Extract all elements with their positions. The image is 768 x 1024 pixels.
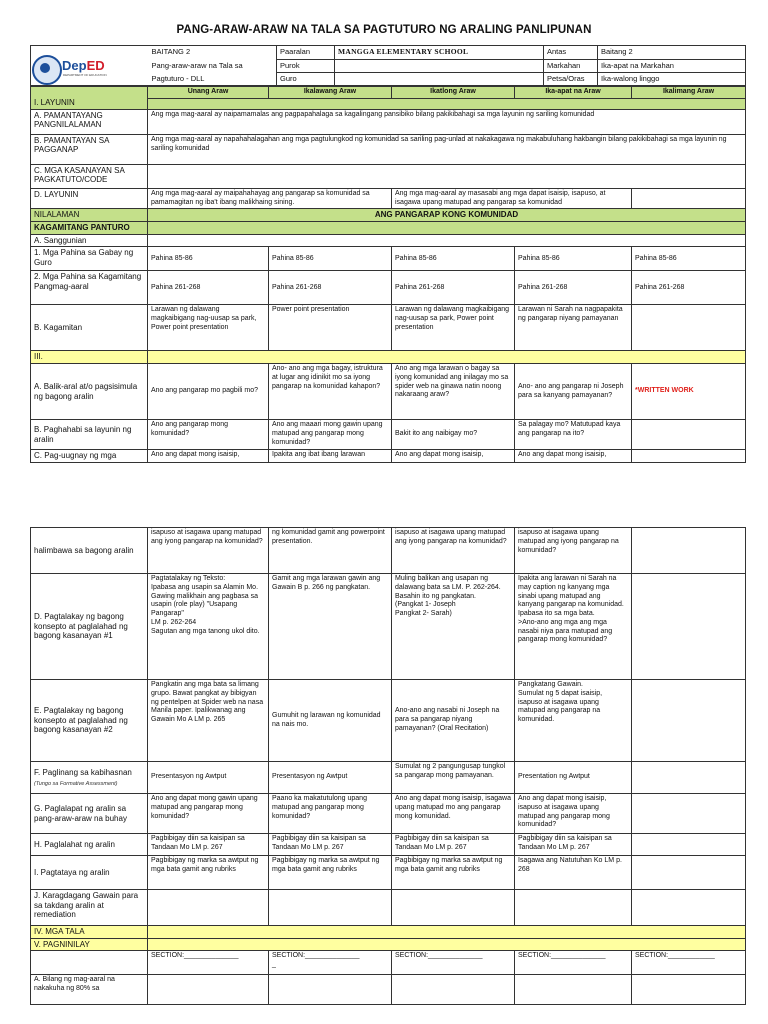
pagtalakay1-day3: Muling balikan ang usapan ng dalawang bata sa LM. P. 262-264. Basahin ito ng pangkatan. (Pangkat 1- Joseph Pangkat 2- Sarah)	[392, 574, 515, 680]
balik-aral-day3: Ano ang mga larawan o bagay sa iyong komunidad ang inilagay mo sa spider web na ginawa natin noong nakaraang araw?	[392, 364, 515, 420]
pamantayan-pagganap-label: B. PAMANTAYAN SA PAGGANAP	[31, 134, 148, 164]
section-day2: SECTION:______________ _	[269, 951, 392, 975]
gabay-guro-day1: Pahina 85-86	[148, 247, 269, 271]
section-day3: SECTION:______________	[392, 951, 515, 975]
kagamitang-day4: Pahina 261-268	[515, 271, 632, 305]
nilalaman-label: NILALAMAN	[31, 209, 148, 222]
pag-uugnay-cont-day5	[632, 528, 746, 574]
paglalapat-day1: Ano ang dapat mong gawin upang matupad ang pangarap mong komunidad?	[148, 794, 269, 834]
paglalahat-day2: Pagbibigay diin sa kaisipan sa Tandaan Mo LM p. 267	[269, 834, 392, 856]
pag-uugnay-cont-day3: isapuso at isagawa upang matupad ang iyong pangarap na komunidad?	[392, 528, 515, 574]
pagtalakay2-label: E. Pagtalakay ng bagong konsepto at paglalahad ng bagong kasanayan #2	[31, 680, 148, 762]
balik-aral-label: A. Balik-aral at/o pagsisimula ng bagong aralin	[31, 364, 148, 420]
dll-line2: Pagtuturo - DLL	[149, 73, 277, 86]
pagtataya-label: I. Pagtataya ng aralin	[31, 856, 148, 890]
paglalahat-day5	[632, 834, 746, 856]
pamantayang-pangnilalaman-text: Ang mga mag-aaral ay naipamamalas ang pagpapahalaga sa kagalingang pansibiko bilang pakikibahagi sa mga layunin ng sariling komunidad	[148, 109, 746, 134]
pag-uugnay-day2: Ipakita ang ibat ibang larawan	[269, 450, 392, 463]
paaralan-label: Paaralan	[277, 46, 335, 60]
day-4-header: Ika-apat na Araw	[515, 87, 632, 99]
paghahabi-day3: Bakit ito ang naibigay mo?	[392, 420, 515, 450]
pag-uugnay-label: C. Pag-uugnay ng mga	[31, 450, 148, 463]
pamantayan-pagganap-text: Ang mga mag-aaral ay napahahalagahan ang mga pagtulungkod ng komunidad sa sariling pag-unlad at nakakagawa ng makabuluhang hakbangin bilang pakikibahagi sa mga layunin ng sariling komunidad	[148, 134, 746, 164]
day-1-header: Unang Araw	[148, 87, 269, 99]
paglalapat-day2: Paano ka makatutulong upang matupad ang pangarap mong komunidad?	[269, 794, 392, 834]
pagtalakay1-day1: Pagtatalakay ng Teksto: Ipabasa ang usapin sa Alamin Mo. Gawing malikhain ang pagbasa sa usapin (role play) "Usapang Pangarap" LM p. 262-264 Sagutan ang mga tanong ukol dito.	[148, 574, 269, 680]
page-one	[0, 0, 768, 492]
pagtataya-day4: Isagawa ang Natutuhan Ko LM p. 268	[515, 856, 632, 890]
paglalahat-day1: Pagbibigay diin sa kaisipan sa Tandaan Mo LM p. 267	[148, 834, 269, 856]
kagamitang-day5: Pahina 261-268	[632, 271, 746, 305]
b-kagamitan-label: B. Kagamitan	[31, 305, 148, 351]
layunin-d-day1: Ang mga mag-aaral ay maipahahayag ang pangarap sa komunidad sa pamamagitan ng iba't ibang malikhaing sining.	[148, 188, 392, 209]
purok-value	[335, 60, 544, 73]
kasanayan-label: C. MGA KASANAYAN SA PAGKATUTO/CODE	[31, 164, 148, 188]
header-table	[30, 45, 746, 86]
markahan-label: Markahan	[544, 60, 598, 73]
pag-uugnay-cont-day2: ng komunidad gamit ang powerpoint presentation.	[269, 528, 392, 574]
paglalapat-day3: Ano ang dapat mong isaisip, isagawa upang matupad mo ang pangarap mong komunidad.	[392, 794, 515, 834]
page-two	[0, 492, 768, 1024]
pagtalakay1-day4: Ipakita ang larawan ni Sarah na may caption ng kanyang mga sinabi upang matupad ang kanyang pangarap na komunidad. Ipabasa ito sa mga bata. >Ano-ano ang mga ang mga nasabi niya para matupad ang pangarap mong komunidad?	[515, 574, 632, 680]
mga-tala-label: IV. MGA TALA	[31, 926, 148, 939]
antas-label: Antas	[544, 46, 598, 60]
paglinang-sub: (Tungo sa Formative Assessment)	[34, 780, 118, 787]
kagamitan-heading: KAGAMITANG PANTURO	[31, 222, 148, 235]
b-kagamitan-day2: Power point presentation	[269, 305, 392, 351]
paglinang-cell	[31, 762, 148, 794]
section-day5: SECTION:____________	[632, 951, 746, 975]
lesson-table-page2	[30, 527, 746, 1005]
pamantayang-pangnilalaman-label: A. PAMANTAYANG PANGNILALAMAN	[31, 109, 148, 134]
paghahabi-label: B. Paghahabi sa layunin ng aralin	[31, 420, 148, 450]
written-work-note: *WRITTEN WORK	[632, 364, 746, 420]
paglalapat-label: G. Paglalapat ng aralin sa pang-araw-araw na buhay	[31, 794, 148, 834]
layunin-d-label: D. LAYUNIN	[31, 188, 148, 209]
layunin-d-day3: Ang mga mag-aaral ay masasabi ang mga dapat isaisip, isapuso, at isagawa upang matupad ang pangarap sa komunidad	[392, 188, 632, 209]
section-day1: SECTION:______________	[148, 951, 269, 975]
day-3-header: Ikatlong Araw	[392, 87, 515, 99]
paghahabi-day2: Ano ang maaari mong gawin upang matupad ang pangarap mong komunidad?	[269, 420, 392, 450]
pagtalakay2-day1: Pangkatin ang mga bata sa limang grupo. Bawat pangkat ay bibigyan ng pentelpen at Spider web na nasa Manila paper. Ipalikwanag ang Gawain Mo A LM p. 265	[148, 680, 269, 762]
pagtalakay2-day5	[632, 680, 746, 762]
baitang-label: BAITANG 2	[149, 46, 277, 60]
pag-uugnay-day5	[632, 450, 746, 463]
markahan-value: Ika-apat na Markahan	[598, 60, 746, 73]
gabay-guro-label: 1. Mga Pahina sa Gabay ng Guro	[31, 247, 148, 271]
balik-aral-day1: Ano ang pangarap mo pagbili mo?	[148, 364, 269, 420]
nilalaman-value: ANG PANGARAP KONG KOMUNIDAD	[148, 209, 746, 222]
karagdagang-label: J. Karagdagang Gawain para sa takdang aralin at remediation	[31, 890, 148, 926]
pagninilay-label: V. PAGNINILAY	[31, 938, 148, 951]
paglalahat-day3: Pagbibigay diin sa kaisipan sa Tandaan Mo LM p. 267	[392, 834, 515, 856]
paglinang-day3: Sumulat ng 2 pangungusap tungkol sa pangarap mong pamayanan.	[392, 762, 515, 794]
bilang-mag-aaral-label: A. Bilang ng mag-aaral na nakakuha ng 80% sa	[31, 975, 148, 1005]
paglalahat-label: H. Paglalahat ng aralin	[31, 834, 148, 856]
pag-uugnay-cont-day4: isapuso at isagawa upang matupad ang iyong pangarap na komunidad?	[515, 528, 632, 574]
paglinang-day1: Presentasyon ng Awtput	[148, 762, 269, 794]
pag-uugnay-day1: Ano ang dapat mong isaisip,	[148, 450, 269, 463]
pag-uugnay-cont-day1: isapuso at isagawa upang matupad ang iyong pangarap na komunidad?	[148, 528, 269, 574]
pagtataya-day1: Pagbibigay ng marka sa awtput ng mga bata gamit ang rubriks	[148, 856, 269, 890]
pagtalakay2-day4: Pangkatang Gawain. Sumulat ng 5 dapat isaisip, isapuso at isagawa upang matupad ang pangarap na komunidad.	[515, 680, 632, 762]
paaralan-value: MANGGA ELEMENTARY SCHOOL	[335, 46, 544, 60]
kagamitang-day1: Pahina 261-268	[148, 271, 269, 305]
day-2-header: Ikalawang Araw	[269, 87, 392, 99]
guro-value	[335, 73, 544, 86]
pagtalakay1-day2: Gamit ang mga larawan gawin ang Gawain B p. 266 ng pangkatan.	[269, 574, 392, 680]
petsa-value: Ika-walong linggo	[598, 73, 746, 86]
pag-uugnay-day3: Ano ang dapat mong isaisip,	[392, 450, 515, 463]
day-5-header: Ikalimang Araw	[632, 87, 746, 99]
paghahabi-day5	[632, 420, 746, 450]
layunin-heading: I. LAYUNIN	[31, 87, 148, 110]
paglalapat-day4: Ano ang dapat mong isaisip, isapuso at isagawa upang matupad ang pangarap mong komunidad?	[515, 794, 632, 834]
dll-line1: Pang-araw-araw na Tala sa	[149, 60, 277, 73]
section-day4: SECTION:______________	[515, 951, 632, 975]
paghahabi-day4: Sa palagay mo? Matutupad kaya ang pangarap na ito?	[515, 420, 632, 450]
lesson-table-page1	[30, 86, 746, 463]
paglinang-day5	[632, 762, 746, 794]
gabay-guro-day4: Pahina 85-86	[515, 247, 632, 271]
gabay-guro-day3: Pahina 85-86	[392, 247, 515, 271]
paglalapat-day5	[632, 794, 746, 834]
b-kagamitan-day5	[632, 305, 746, 351]
pagtalakay2-day2: Gumuhit ng larawan ng komunidad na nais mo.	[269, 680, 392, 762]
gabay-guro-day2: Pahina 85-86	[269, 247, 392, 271]
paglinang-day4: Presentation ng Awtput	[515, 762, 632, 794]
petsa-label: Petsa/Oras	[544, 73, 598, 86]
paglinang-day2: Presentasyon ng Awtput	[269, 762, 392, 794]
pagtalakay1-day5	[632, 574, 746, 680]
paglalahat-day4: Pagbibigay diin sa kaisipan sa Tandaan Mo LM p. 267	[515, 834, 632, 856]
b-kagamitan-day1: Larawan ng dalawang magkaibigang nag-uusap sa park, Power point presentation	[148, 305, 269, 351]
kagamitang-day2: Pahina 261-268	[269, 271, 392, 305]
kagamitang-pangmag-aaral-label: 2. Mga Pahina sa Kagamitang Pangmag-aaral	[31, 271, 148, 305]
pagtataya-day5	[632, 856, 746, 890]
logo-dep-text: Dep	[62, 58, 87, 73]
document-title: PANG-ARAW-ARAW NA TALA SA PAGTUTURO NG ARALING PANLIPUNAN	[176, 24, 592, 36]
b-kagamitan-day3: Larawan ng dalawang magkaibigang nag-uusap sa park, Power point presentation	[392, 305, 515, 351]
kagamitang-day3: Pahina 261-268	[392, 271, 515, 305]
gabay-guro-day5: Pahina 85-86	[632, 247, 746, 271]
b-kagamitan-day4: Larawan ni Sarah na nagpapakita ng pangarap niyang pamayanan	[515, 305, 632, 351]
purok-label: Purok	[277, 60, 335, 73]
pagtataya-day2: Pagbibigay ng marka sa awtput ng mga bata gamit ang rubriks	[269, 856, 392, 890]
sanggunian-label: A. Sanggunian	[31, 234, 148, 247]
balik-aral-day2: Ano- ano ang mga bagay, istruktura at lugar ang idinikit mo sa iyong pangarap na komunidad kahapon?	[269, 364, 392, 420]
balik-aral-day4: Ano- ano ang pangarap ni Joseph para sa kanyang pamayanan?	[515, 364, 632, 420]
paghahabi-day1: Ano ang pangarap mong komunidad?	[148, 420, 269, 450]
paglinang-label: F. Paglinang sa kabihasnan	[34, 767, 132, 777]
antas-value: Baitang 2	[598, 46, 746, 60]
logo-ed-text: ED	[86, 58, 105, 73]
section-iii-label: III.	[31, 351, 148, 364]
pagtataya-day3: Pagbibigay ng marka sa awtput ng mga bata gamit ang rubriks	[392, 856, 515, 890]
pag-uugnay-day4: Ano ang dapat mong isaisip,	[515, 450, 632, 463]
pagtalakay2-day3: Ano-ano ang nasabi ni Joseph na para sa pangarap niyang pamayanan? (Oral Recitation)	[392, 680, 515, 762]
pagtalakay1-label: D. Pagtalakay ng bagong konsepto at paglalahad ng bagong kasanayan #1	[31, 574, 148, 680]
logo-subtext: DEPARTMENT OF EDUCATION	[63, 73, 107, 77]
guro-label: Guro	[277, 73, 335, 86]
pag-uugnay-label-cont: halimbawa sa bagong aralin	[31, 528, 148, 574]
